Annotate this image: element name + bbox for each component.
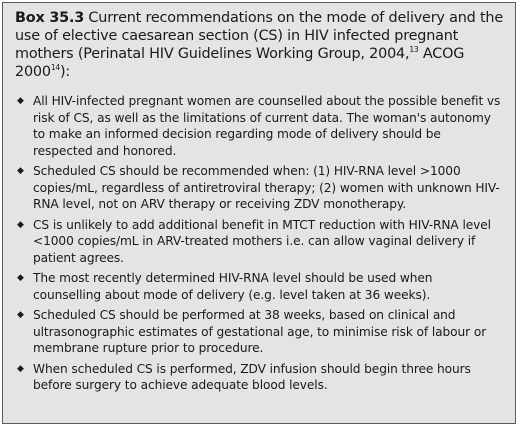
reference-13: 13 — [409, 45, 419, 54]
box-title-text: Current recommendations on the mode of delivery and the use of elective caesarean section (CS) in HIV infected pregnant mothers (Perinatal HIV Guidelines Working Group, 2004, — [15, 10, 503, 62]
list-item — [15, 93, 503, 159]
list-item — [15, 217, 503, 267]
list-item-text: When scheduled CS is performed, ZDV infusion should begin three hours before surgery to achieve adequate blood levels. — [33, 361, 471, 392]
box-label: Box 35.3 — [15, 10, 85, 26]
reference-14: 14 — [50, 63, 60, 72]
recommendations-box — [2, 2, 516, 424]
list-item-text: All HIV-infected pregnant women are counselled about the possible benefit vs risk of CS, as well as the limitations of current data. The woman's autonomy to make an informed decision regarding mode of delivery should be respected and honored. — [33, 94, 501, 158]
diamond-bullet-icon: ◆ — [17, 96, 24, 106]
list-item-text: Scheduled CS should be performed at 38 weeks, based on clinical and ultrasonographic estimates of gestational age, to minimise risk of labour or membrane rupture prior to procedure. — [33, 308, 487, 355]
box-heading — [15, 9, 503, 81]
diamond-bullet-icon: ◆ — [17, 273, 24, 283]
diamond-bullet-icon: ◆ — [17, 166, 24, 176]
list-item — [15, 307, 503, 357]
recommendation-list — [15, 93, 503, 394]
list-item-text: Scheduled CS should be recommended when: (1) HIV-RNA level >1000 copies/mL, regardless of antiretroviral therapy; (2) women with unknown HIV-RNA level, not on ARV therapy or receiving ZDV monotherapy. — [33, 164, 500, 211]
diamond-bullet-icon: ◆ — [17, 363, 24, 374]
list-item-text: The most recently determined HIV-RNA level should be used when counselling about mode of delivery (e.g. level taken at 36 weeks). — [33, 271, 433, 302]
list-item — [15, 270, 503, 303]
box-title-mid: ACOG 2000 — [15, 46, 465, 80]
list-item-text: CS is unlikely to add additional benefit in MTCT reduction with HIV-RNA level <1000 copies/mL in ARV-treated mothers i.e. can allow vaginal delivery if patient agrees. — [33, 217, 491, 265]
box-title-end: ): — [59, 64, 71, 80]
diamond-bullet-icon: ◆ — [17, 310, 24, 320]
diamond-bullet-icon: ◆ — [17, 219, 24, 230]
list-item — [15, 361, 503, 394]
list-item — [15, 163, 503, 213]
